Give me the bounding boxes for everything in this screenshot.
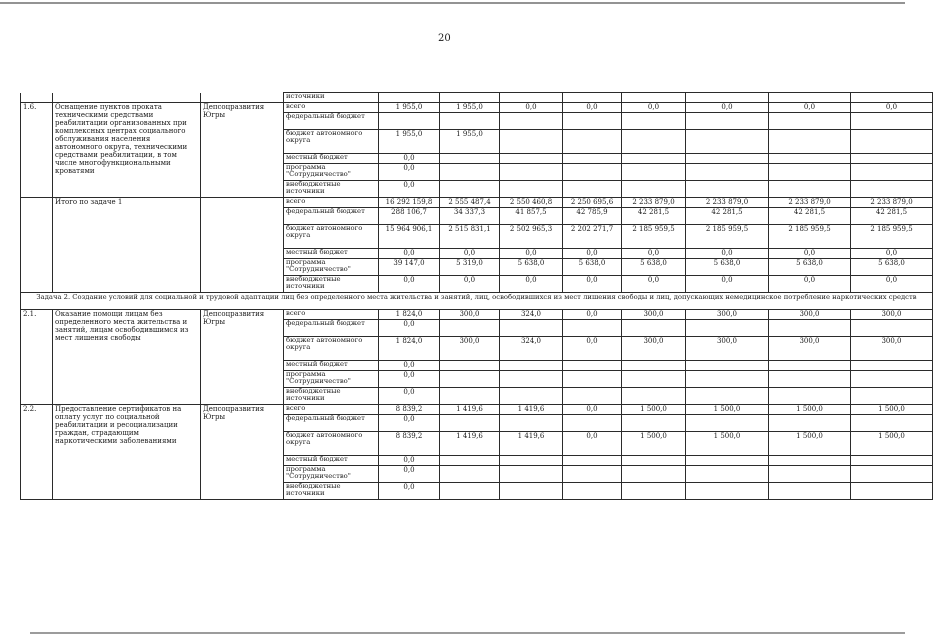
amount-cell: [622, 483, 686, 500]
amount-cell: 1 419,6: [440, 405, 500, 415]
amount-cell: [851, 164, 933, 181]
amount-cell: [686, 371, 769, 388]
table-row: [21, 198, 933, 208]
amount-cell: 0,0: [500, 276, 563, 293]
amount-cell: 0,0: [379, 181, 440, 198]
stub-cell: [53, 93, 201, 103]
row-number-cell: [21, 198, 53, 293]
amount-cell: 324,0: [500, 337, 563, 361]
executor-cell: Депсоцразвития Югры: [201, 103, 284, 198]
amount-cell: [440, 164, 500, 181]
funding-source-label: федеральный бюджет: [284, 415, 379, 432]
stub-cell: [851, 93, 933, 103]
funding-source-label: внебюджетные источники: [284, 181, 379, 198]
amount-cell: 42 281,5: [769, 208, 851, 225]
amount-cell: 16 292 159,8: [379, 198, 440, 208]
amount-cell: 300,0: [622, 310, 686, 320]
amount-cell: 0,0: [563, 337, 622, 361]
amount-cell: 1 500,0: [622, 432, 686, 456]
amount-cell: [563, 130, 622, 154]
task-2-heading: Задача 2. Создание условий для социальной и трудовой адаптации лиц без определенного места жительства и занятий, лиц, освободившихся из мест лишения свободы и лиц, допускающих немедицинское потребление наркотических средств: [21, 293, 933, 310]
amount-cell: 0,0: [379, 154, 440, 164]
amount-cell: 1 955,0: [440, 130, 500, 154]
amount-cell: [622, 154, 686, 164]
budget-table: [20, 92, 933, 500]
amount-cell: [851, 371, 933, 388]
amount-cell: 0,0: [851, 276, 933, 293]
amount-cell: 5 319,0: [440, 259, 500, 276]
amount-cell: 0,0: [851, 249, 933, 259]
funding-source-label: бюджет автономного округа: [284, 130, 379, 154]
amount-cell: 1 500,0: [686, 405, 769, 415]
amount-cell: [769, 361, 851, 371]
stub-cell: [500, 93, 563, 103]
amount-cell: [622, 361, 686, 371]
amount-cell: [769, 154, 851, 164]
amount-cell: [440, 113, 500, 130]
amount-cell: 2 233 879,0: [622, 198, 686, 208]
amount-cell: 1 500,0: [769, 432, 851, 456]
amount-cell: [686, 388, 769, 405]
funding-source-label: бюджет автономного округа: [284, 225, 379, 249]
amount-cell: [686, 415, 769, 432]
amount-cell: 2 250 695,6: [563, 198, 622, 208]
amount-cell: 1 419,6: [500, 405, 563, 415]
funding-source-label: внебюджетные источники: [284, 388, 379, 405]
amount-cell: [851, 181, 933, 198]
amount-cell: 2 233 879,0: [851, 198, 933, 208]
amount-cell: 2 202 271,7: [563, 225, 622, 249]
amount-cell: 42 281,5: [622, 208, 686, 225]
amount-cell: [686, 361, 769, 371]
amount-cell: 0,0: [769, 249, 851, 259]
amount-cell: 39 147,0: [379, 259, 440, 276]
amount-cell: [500, 130, 563, 154]
amount-cell: [563, 113, 622, 130]
amount-cell: 5 638,0: [563, 259, 622, 276]
amount-cell: 300,0: [440, 310, 500, 320]
amount-cell: [769, 371, 851, 388]
amount-cell: 2 515 831,1: [440, 225, 500, 249]
stub-cell: [440, 93, 500, 103]
amount-cell: 1 824,0: [379, 337, 440, 361]
amount-cell: [769, 483, 851, 500]
amount-cell: 1 500,0: [851, 432, 933, 456]
amount-cell: [563, 181, 622, 198]
amount-cell: [769, 456, 851, 466]
amount-cell: [622, 130, 686, 154]
amount-cell: 2 555 487,4: [440, 198, 500, 208]
amount-cell: [686, 154, 769, 164]
amount-cell: 300,0: [440, 337, 500, 361]
amount-cell: [440, 483, 500, 500]
amount-cell: 41 857,5: [500, 208, 563, 225]
amount-cell: 15 964 906,1: [379, 225, 440, 249]
funding-source-label: федеральный бюджет: [284, 113, 379, 130]
amount-cell: [563, 164, 622, 181]
amount-cell: [622, 388, 686, 405]
funding-source-label: всего: [284, 310, 379, 320]
amount-cell: 1 955,0: [440, 103, 500, 113]
amount-cell: 5 638,0: [851, 259, 933, 276]
amount-cell: 0,0: [686, 276, 769, 293]
stub-cell: [769, 93, 851, 103]
amount-cell: [500, 320, 563, 337]
executor-cell: [201, 198, 284, 293]
amount-cell: [686, 130, 769, 154]
amount-cell: [769, 130, 851, 154]
activity-name-cell: Предоставление сертификатов на оплату услуг по социальной реабилитации и ресоциализации граждан, страдающим наркотическими заболеваниями: [53, 405, 201, 500]
amount-cell: [563, 361, 622, 371]
amount-cell: [686, 164, 769, 181]
amount-cell: 0,0: [622, 276, 686, 293]
amount-cell: [500, 388, 563, 405]
funding-source-label: всего: [284, 198, 379, 208]
activity-name-cell: Оказание помощи лицам без определенного места жительства и занятий, лицам освободившимся из мест лишения свободы: [53, 310, 201, 405]
amount-cell: 1 500,0: [851, 405, 933, 415]
amount-cell: 0,0: [379, 415, 440, 432]
funding-source-label: всего: [284, 103, 379, 113]
amount-cell: 2 185 959,5: [769, 225, 851, 249]
page-number: 20: [438, 33, 451, 44]
amount-cell: 0,0: [500, 249, 563, 259]
amount-cell: [563, 320, 622, 337]
amount-cell: 0,0: [563, 276, 622, 293]
amount-cell: [769, 164, 851, 181]
amount-cell: [440, 415, 500, 432]
amount-cell: 1 419,6: [500, 432, 563, 456]
amount-cell: 8 839,2: [379, 432, 440, 456]
amount-cell: 42 785,9: [563, 208, 622, 225]
amount-cell: [769, 181, 851, 198]
stub-cell: [379, 93, 440, 103]
amount-cell: [440, 456, 500, 466]
amount-cell: [500, 466, 563, 483]
amount-cell: 0,0: [769, 276, 851, 293]
amount-cell: [500, 164, 563, 181]
amount-cell: 1 500,0: [686, 432, 769, 456]
funding-source-label: местный бюджет: [284, 249, 379, 259]
amount-cell: 1 500,0: [769, 405, 851, 415]
amount-cell: 0,0: [379, 361, 440, 371]
amount-cell: 1 824,0: [379, 310, 440, 320]
amount-cell: 0,0: [379, 320, 440, 337]
amount-cell: 42 281,5: [686, 208, 769, 225]
amount-cell: 0,0: [686, 249, 769, 259]
amount-cell: 0,0: [379, 276, 440, 293]
stub-cell: [21, 93, 53, 103]
amount-cell: [851, 483, 933, 500]
amount-cell: [563, 415, 622, 432]
amount-cell: [622, 371, 686, 388]
amount-cell: [563, 154, 622, 164]
amount-cell: [622, 466, 686, 483]
amount-cell: 0,0: [563, 310, 622, 320]
amount-cell: 8 839,2: [379, 405, 440, 415]
amount-cell: [769, 388, 851, 405]
budget-table-body: [21, 93, 933, 500]
amount-cell: 2 185 959,5: [686, 225, 769, 249]
amount-cell: 300,0: [686, 310, 769, 320]
amount-cell: [851, 388, 933, 405]
amount-cell: [500, 456, 563, 466]
amount-cell: [440, 181, 500, 198]
amount-cell: 288 106,7: [379, 208, 440, 225]
amount-cell: [500, 113, 563, 130]
amount-cell: 0,0: [379, 371, 440, 388]
amount-cell: 0,0: [379, 466, 440, 483]
funding-source-label: федеральный бюджет: [284, 208, 379, 225]
funding-source-label: местный бюджет: [284, 361, 379, 371]
amount-cell: [769, 320, 851, 337]
table-row: [21, 310, 933, 320]
amount-cell: 2 185 959,5: [851, 225, 933, 249]
amount-cell: 2 502 965,3: [500, 225, 563, 249]
amount-cell: [686, 181, 769, 198]
amount-cell: 0,0: [563, 405, 622, 415]
row-number-cell: 1.6.: [21, 103, 53, 198]
amount-cell: 1 955,0: [379, 130, 440, 154]
executor-cell: Депсоцразвития Югры: [201, 310, 284, 405]
activity-name-cell: Итого по задаче 1: [53, 198, 201, 293]
amount-cell: 0,0: [379, 388, 440, 405]
amount-cell: [563, 483, 622, 500]
amount-cell: [686, 320, 769, 337]
amount-cell: 5 638,0: [769, 259, 851, 276]
amount-cell: [440, 361, 500, 371]
amount-cell: 0,0: [686, 103, 769, 113]
amount-cell: [500, 361, 563, 371]
funding-source-label: всего: [284, 405, 379, 415]
amount-cell: 5 638,0: [622, 259, 686, 276]
funding-source-label: местный бюджет: [284, 154, 379, 164]
amount-cell: [500, 415, 563, 432]
amount-cell: 300,0: [769, 310, 851, 320]
funding-source-label: внебюджетные источники: [284, 276, 379, 293]
executor-cell: Депсоцразвития Югры: [201, 405, 284, 500]
amount-cell: [622, 415, 686, 432]
table-row: [21, 405, 933, 415]
amount-cell: [622, 320, 686, 337]
funding-source-label: программа "Сотрудничество": [284, 466, 379, 483]
amount-cell: 34 337,3: [440, 208, 500, 225]
funding-source-label: программа "Сотрудничество": [284, 164, 379, 181]
row-number-cell: 2.1.: [21, 310, 53, 405]
funding-source-label: бюджет автономного округа: [284, 337, 379, 361]
amount-cell: [686, 113, 769, 130]
amount-cell: 42 281,5: [851, 208, 933, 225]
stub-cell: [563, 93, 622, 103]
amount-cell: 0,0: [379, 164, 440, 181]
table-row: [21, 103, 933, 113]
amount-cell: 2 185 959,5: [622, 225, 686, 249]
amount-cell: [500, 371, 563, 388]
scan-edge-top: [0, 2, 905, 4]
amount-cell: [851, 113, 933, 130]
amount-cell: [851, 456, 933, 466]
amount-cell: 0,0: [563, 249, 622, 259]
stub-cell: [686, 93, 769, 103]
amount-cell: 0,0: [622, 103, 686, 113]
amount-cell: [622, 113, 686, 130]
amount-cell: 1 500,0: [622, 405, 686, 415]
amount-cell: [622, 164, 686, 181]
amount-cell: [500, 483, 563, 500]
amount-cell: 0,0: [769, 103, 851, 113]
amount-cell: [622, 181, 686, 198]
amount-cell: [851, 466, 933, 483]
amount-cell: 1 955,0: [379, 103, 440, 113]
amount-cell: [769, 415, 851, 432]
amount-cell: 0,0: [851, 103, 933, 113]
amount-cell: [440, 466, 500, 483]
amount-cell: 2 550 460,8: [500, 198, 563, 208]
amount-cell: [500, 181, 563, 198]
amount-cell: 0,0: [500, 103, 563, 113]
amount-cell: 0,0: [563, 103, 622, 113]
stub-cell: [201, 93, 284, 103]
scan-edge-bottom: [30, 632, 905, 634]
amount-cell: [851, 154, 933, 164]
amount-cell: 0,0: [379, 456, 440, 466]
stub-cell: [622, 93, 686, 103]
funding-source-label: местный бюджет: [284, 456, 379, 466]
amount-cell: 0,0: [440, 276, 500, 293]
funding-source-label: программа "Сотрудничество": [284, 259, 379, 276]
amount-cell: [440, 320, 500, 337]
amount-cell: 300,0: [851, 337, 933, 361]
amount-cell: 0,0: [379, 249, 440, 259]
amount-cell: [686, 466, 769, 483]
amount-cell: [622, 456, 686, 466]
amount-cell: [851, 415, 933, 432]
amount-cell: [563, 388, 622, 405]
amount-cell: 0,0: [440, 249, 500, 259]
task-heading-row: [21, 293, 933, 310]
budget-table-sheet: [20, 92, 917, 500]
amount-cell: [563, 466, 622, 483]
amount-cell: [686, 456, 769, 466]
amount-cell: 0,0: [622, 249, 686, 259]
amount-cell: [769, 466, 851, 483]
amount-cell: 0,0: [379, 483, 440, 500]
funding-source-label: бюджет автономного округа: [284, 432, 379, 456]
amount-cell: 1 419,6: [440, 432, 500, 456]
amount-cell: 5 638,0: [500, 259, 563, 276]
amount-cell: [851, 320, 933, 337]
amount-cell: [563, 456, 622, 466]
amount-cell: [379, 113, 440, 130]
funding-source-label: программа "Сотрудничество": [284, 371, 379, 388]
amount-cell: [851, 130, 933, 154]
amount-cell: 300,0: [686, 337, 769, 361]
amount-cell: 2 233 879,0: [686, 198, 769, 208]
amount-cell: 2 233 879,0: [769, 198, 851, 208]
amount-cell: [500, 154, 563, 164]
amount-cell: [440, 388, 500, 405]
amount-cell: 300,0: [769, 337, 851, 361]
amount-cell: 300,0: [622, 337, 686, 361]
funding-source-label: федеральный бюджет: [284, 320, 379, 337]
amount-cell: [686, 483, 769, 500]
amount-cell: 324,0: [500, 310, 563, 320]
header-stub-label: источники: [284, 93, 379, 103]
row-number-cell: 2.2.: [21, 405, 53, 500]
amount-cell: [440, 154, 500, 164]
funding-source-label: внебюджетные источники: [284, 483, 379, 500]
amount-cell: [851, 361, 933, 371]
amount-cell: [769, 113, 851, 130]
amount-cell: 300,0: [851, 310, 933, 320]
amount-cell: [440, 371, 500, 388]
amount-cell: [563, 371, 622, 388]
activity-name-cell: Оснащение пунктов проката техническими средствами реабилитации организованных при комплексных центрах социального обслуживания населения автономного округа, техническими средствами реабилитации, в том числе многофункциональными кроватями: [53, 103, 201, 198]
amount-cell: 5 638,0: [686, 259, 769, 276]
amount-cell: 0,0: [563, 432, 622, 456]
